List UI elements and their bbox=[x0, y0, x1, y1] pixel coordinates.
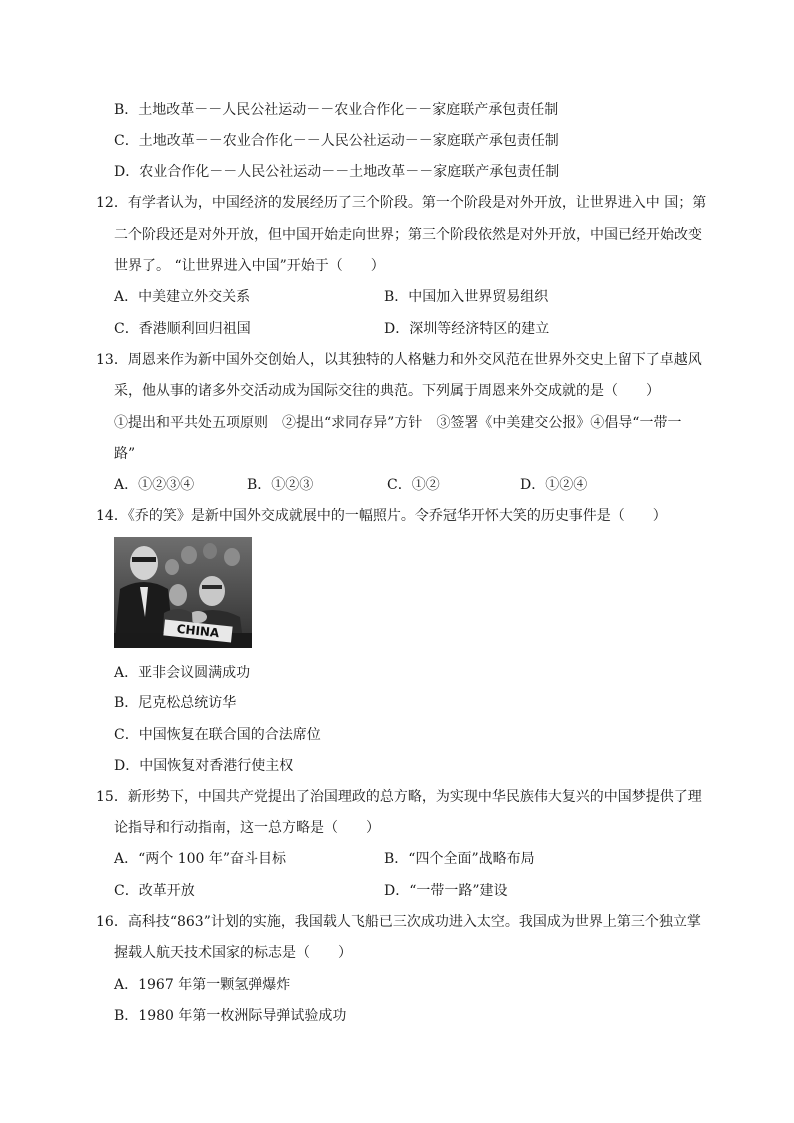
china-nameplate: CHINA bbox=[163, 619, 232, 642]
q16-option-b: B．1980 年第一枚洲际导弹试验成功 bbox=[114, 1008, 347, 1024]
q13-option-c: C．①② bbox=[387, 477, 440, 493]
q14-stem-line1: 14．《乔的笑》是新中国外交成就展中的一幅照片。令乔冠华开怀大笑的历史事件是（ ） bbox=[96, 508, 667, 524]
q13-stem-line1: 13．周恩来作为新中国外交创始人，以其独特的人格魅力和外交风范在世界外交史上留下了卓越风 bbox=[96, 352, 702, 368]
q15-option-b: B．“四个全面”战略布局 bbox=[384, 851, 535, 867]
q12-option-a: A．中美建立外交关系 bbox=[114, 289, 251, 305]
q15-stem-line2: 论指导和行动指南，这一总方略是（ ） bbox=[114, 820, 380, 836]
q15-option-d: D．“一带一路”建设 bbox=[384, 883, 508, 899]
q13-stem-line4: 路” bbox=[114, 446, 136, 462]
q11-option-b: B．土地改革－－人民公社运动－－农业合作化－－家庭联产承包责任制 bbox=[114, 102, 559, 118]
q16-option-a: A．1967 年第一颗氢弹爆炸 bbox=[114, 977, 291, 993]
q16-stem-line2: 握载人航天技术国家的标志是（ ） bbox=[114, 945, 352, 961]
q13-option-b: B．①②③ bbox=[247, 477, 314, 493]
q12-stem-line1: 12．有学者认为，中国经济的发展经历了三个阶段。第一个阶段是对外开放，让世界进入中 国；第 bbox=[96, 195, 707, 211]
q15-option-a: A．“两个 100 年”奋斗目标 bbox=[114, 851, 287, 867]
q15-stem-line1: 15．新形势下，中国共产党提出了治国理政的总方略，为实现中华民族伟大复兴的中国梦提供了理 bbox=[96, 789, 702, 805]
q12-option-d: D．深圳等经济特区的建立 bbox=[384, 321, 550, 337]
q12-option-c: C．香港顺利回归祖国 bbox=[114, 321, 251, 337]
q11-option-c: C．土地改革－－农业合作化－－人民公社运动－－家庭联产承包责任制 bbox=[114, 133, 559, 149]
q12-option-b: B．中国加入世界贸易组织 bbox=[384, 289, 549, 305]
q13-option-d: D．①②④ bbox=[520, 477, 588, 493]
q14-option-d: D．中国恢复对香港行使主权 bbox=[114, 758, 294, 774]
q14-option-c: C．中国恢复在联合国的合法席位 bbox=[114, 727, 321, 743]
q14-option-a: A．亚非会议圆满成功 bbox=[114, 665, 251, 681]
q16-stem-line1: 16．高科技“863”计划的实施，我国载人飞船已三次成功进入太空。我国成为世界上第三个独立掌 bbox=[96, 914, 701, 930]
q12-stem-line3: 世界了。 “让世界进入中国”开始于（ ） bbox=[114, 258, 385, 274]
q12-stem-line2: 二个阶段还是对外开放，但中国开始走向世界；第三个阶段依然是对外开放，中国已经开始改变 bbox=[114, 227, 702, 243]
qiao-smile-photo bbox=[114, 537, 252, 648]
q14-option-b: B．尼克松总统访华 bbox=[114, 695, 237, 711]
q13-stem-line3: ①提出和平共处五项原则 ②提出“求同存异”方针 ③签署《中美建交公报》④倡导“一带一 bbox=[114, 415, 682, 431]
q15-option-c: C．改革开放 bbox=[114, 883, 195, 899]
q11-option-d: D．农业合作化－－人民公社运动－－土地改革－－家庭联产承包责任制 bbox=[114, 164, 560, 180]
q13-option-a: A．①②③④ bbox=[114, 477, 195, 493]
q13-stem-line2: 采，他从事的诸多外交活动成为国际交往的典范。下列属于周恩来外交成就的是（ ） bbox=[114, 383, 660, 399]
